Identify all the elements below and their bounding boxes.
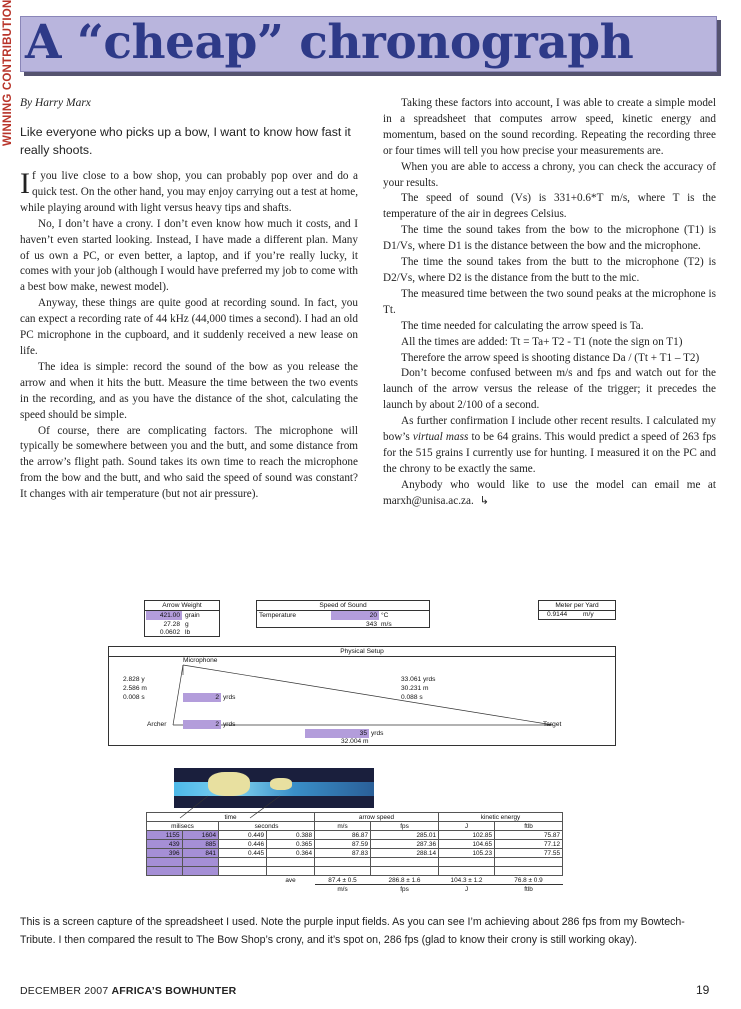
unit-fps: fps <box>400 885 409 893</box>
paragraph: Taking these factors into account, I was able to create a simple model in a spreadsheet that computes arrow speed, kinetic energy and momentum, based on the sound recording. Repeating the recording three or four times will tell you how precise your measurements are. <box>383 97 716 157</box>
time-start-input[interactable]: 439 <box>147 840 183 849</box>
issue-date: DECEMBER 2007 <box>20 985 112 997</box>
header-j: J <box>439 822 495 831</box>
pound-value: 0.0602 <box>159 629 180 636</box>
average-fps: 286.8 ± 1.6 <box>371 876 439 885</box>
archer-label: Archer <box>147 721 167 728</box>
spreadsheet-figure <box>108 598 668 898</box>
temperature-label: Temperature <box>259 612 297 619</box>
header-ms: m/s <box>315 822 371 831</box>
table-row-empty <box>147 858 563 867</box>
physical-setup-box <box>108 646 616 746</box>
arrow-weight-title: Arrow Weight <box>145 601 219 611</box>
archer-offset-unit: yrds <box>223 721 236 728</box>
paragraph: Of course, there are complicating factors. The microphone will typically be somewhere between you and the butt, and some distance from the arrow’s flight path. Sound takes its own time to reach the microphone from the bow and the butt, and who said the speed of sound was constant? It changes with air temperature (but not air pressure). <box>20 424 358 501</box>
speed-of-sound-box <box>256 600 430 628</box>
left-distance-yards: 2.828 y <box>123 676 145 683</box>
magazine-name: AFRICA’S BOWHUNTER <box>111 985 237 997</box>
speed-of-sound-value: 343 <box>365 621 377 628</box>
header-time: time <box>147 813 315 822</box>
shooting-distance-unit: yrds <box>371 730 384 737</box>
drop-cap: I <box>20 167 30 200</box>
pound-unit: lb <box>185 629 191 636</box>
right-distance-yards: 33.061 yrds <box>401 676 436 683</box>
microphone-label: Microphone <box>183 657 218 664</box>
unit-ftlb: ftlb <box>524 885 533 893</box>
gram-unit: g <box>185 621 189 628</box>
paragraph: Therefore the arrow speed is shooting distance Da / (Tt + T1 – T2) <box>401 351 700 364</box>
paragraph: Anyway, these things are quite good at recording sound. In fact, you can expect a recording rate of 44 kHz (44,000 times a second). I had an old PC microphone in the cupboard, and it suddenly received a new lease on life. <box>20 297 358 357</box>
left-column <box>20 96 358 503</box>
shooting-distance-input[interactable]: 35 <box>305 729 369 738</box>
speed-of-sound-title: Speed of Sound <box>257 601 429 611</box>
byline: By Harry Marx <box>20 97 91 109</box>
average-j: 104.3 ± 1.2 <box>439 876 495 885</box>
average-label: ave <box>285 876 296 884</box>
arrow-weight-box <box>144 600 220 637</box>
speed-of-sound-unit: m/s <box>381 621 392 628</box>
page-footer <box>20 985 236 997</box>
table-row: 396 841 0.445 0.364 87.83 288.14 105.23 77.55 <box>147 849 563 858</box>
meter-per-yard-unit: m/y <box>583 611 594 618</box>
table-row: 1155 1604 0.449 0.388 86.87 285.01 102.85 75.87 <box>147 831 563 840</box>
paragraph: The measured time between the two sound peaks at the microphone is Tt. <box>383 287 716 316</box>
paragraph: The idea is simple: record the sound of the bow as you release the arrow and when it hits the butt. Measure the time between the two events in the recording, and as you have the distance of the shot, calculating the speed should be simple. <box>20 360 358 421</box>
waveform-connector-lines <box>108 788 408 848</box>
header-fps: fps <box>371 822 439 831</box>
lead-paragraph: Like everyone who picks up a bow, I want to know how fast it really shoots. <box>20 125 351 157</box>
article-title: A “cheap” chronograph <box>25 15 634 70</box>
average-ms: 87.4 ± 0.5 <box>315 876 371 885</box>
unit-ms: m/s <box>337 885 348 893</box>
temperature-unit: °C <box>381 612 389 619</box>
shooting-distance-meters: 32.004 m <box>341 738 369 745</box>
header-seconds: seconds <box>219 822 315 831</box>
physical-setup-title: Physical Setup <box>109 647 615 657</box>
grain-input[interactable]: 421.00 <box>146 611 182 620</box>
right-column <box>383 96 716 510</box>
page-number: 19 <box>696 983 710 997</box>
temperature-input[interactable]: 20 <box>331 611 379 620</box>
paragraph: The speed of sound (Vs) is 331+0.6*T m/s, where T is the temperature of the air in degrees Celsius. <box>383 192 716 221</box>
title-banner <box>20 16 717 72</box>
paragraph: As further confirmation I include other recent results. I calculated my bow’s virtual mass to be 64 grains. This would predict a speed of 263 fps for the 515 grains I currently use for hunting. I measured it on the PC and the chrony to be exactly the same. <box>383 415 717 475</box>
paragraph: No, I don’t have a crony. I don’t even know how much it costs, and I haven’t even started looking. Instead, I have made a different plan. Many of us own a PC, or even better, a laptop, and if you’re really lucky, it comes with your job (although I would have preferred my job to come with a best bow make, newest model). <box>20 217 358 294</box>
left-distance-meters: 2.586 m <box>123 685 147 692</box>
archer-offset-input[interactable]: 2 <box>183 720 221 729</box>
meter-per-yard-title: Meter per Yard <box>539 601 615 611</box>
paragraph: The time needed for calculating the arrow speed is Ta. <box>401 319 644 332</box>
time-start-input[interactable]: 1155 <box>147 831 183 840</box>
gram-value: 27.28 <box>163 621 180 628</box>
paragraph: Anybody who would like to use the model can email me at marxh@unisa.ac.za. ↳ <box>383 478 716 507</box>
paragraph: The time the sound takes from the bow to the microphone (T1) is D1/Vs, where D1 is the distance between the bow and the microphone. <box>383 224 716 253</box>
table-row: 439 885 0.446 0.365 87.59 287.36 104.65 77.12 <box>147 840 563 849</box>
table-average-row <box>147 876 563 885</box>
target-label: Target <box>543 721 562 728</box>
header-arrow-speed: arrow speed <box>315 813 439 822</box>
end-mark-icon: ↳ <box>479 494 489 507</box>
time-start-input[interactable]: 396 <box>147 849 183 858</box>
time-end-input[interactable]: 885 <box>182 840 218 849</box>
mic-offset-input[interactable]: 2 <box>183 693 221 702</box>
paragraph: If you live close to a bow shop, you can probably pop over and do a quick test. On the other hand, you may enjoy carrying out a test at home, while playing around with light versus heavy tips and shafts. <box>20 167 358 214</box>
header-kinetic-energy: kinetic energy <box>439 813 563 822</box>
figure-caption: This is a screen capture of the spreadsheet I used. Note the purple input fields. As you can see I’m achieving about 286 fps from my Bowtech-Tribute. I then compared the result to The Bow Shop’s crony, and it’s spot on, 286 fps (glad to know their crony is still working okay). <box>20 916 685 946</box>
time-end-input[interactable]: 1604 <box>182 831 218 840</box>
unit-j: J <box>464 885 469 893</box>
grain-unit: grain <box>185 612 200 619</box>
meter-per-yard-value: 0.9144 <box>547 611 568 618</box>
paragraph: The time the sound takes from the butt to the microphone (T2) is D2/Vs, where D2 is the distance from the butt to the mic. <box>383 256 716 284</box>
average-ftlb: 76.8 ± 0.9 <box>495 876 563 885</box>
right-time-seconds: 0.088 s <box>401 694 423 701</box>
mic-offset-unit: yrds <box>223 694 236 701</box>
table-units-row <box>147 885 563 894</box>
table-row-empty <box>147 867 563 876</box>
paragraph: All the times are added: Tt = Ta+ T2 - T1 (note the sign on T1) <box>401 335 683 348</box>
time-end-input[interactable]: 841 <box>182 849 218 858</box>
section-side-label: WINNING CONTRIBUTION <box>2 0 14 146</box>
meter-per-yard-box <box>538 600 616 620</box>
paragraph: Don’t become confused between m/s and fps and watch out for the launch of the arrow versus the release of the trigger; it precedes the launch by about 2/100 of a second. <box>383 367 716 412</box>
right-distance-meters: 30.231 m <box>401 685 429 692</box>
header-ftlb: ftlb <box>495 822 563 831</box>
paragraph: When you are able to access a chrony, you can check the accuracy of your results. <box>383 160 716 189</box>
header-milisecs: milisecs <box>147 822 219 831</box>
left-time-seconds: 0.008 s <box>123 694 145 701</box>
